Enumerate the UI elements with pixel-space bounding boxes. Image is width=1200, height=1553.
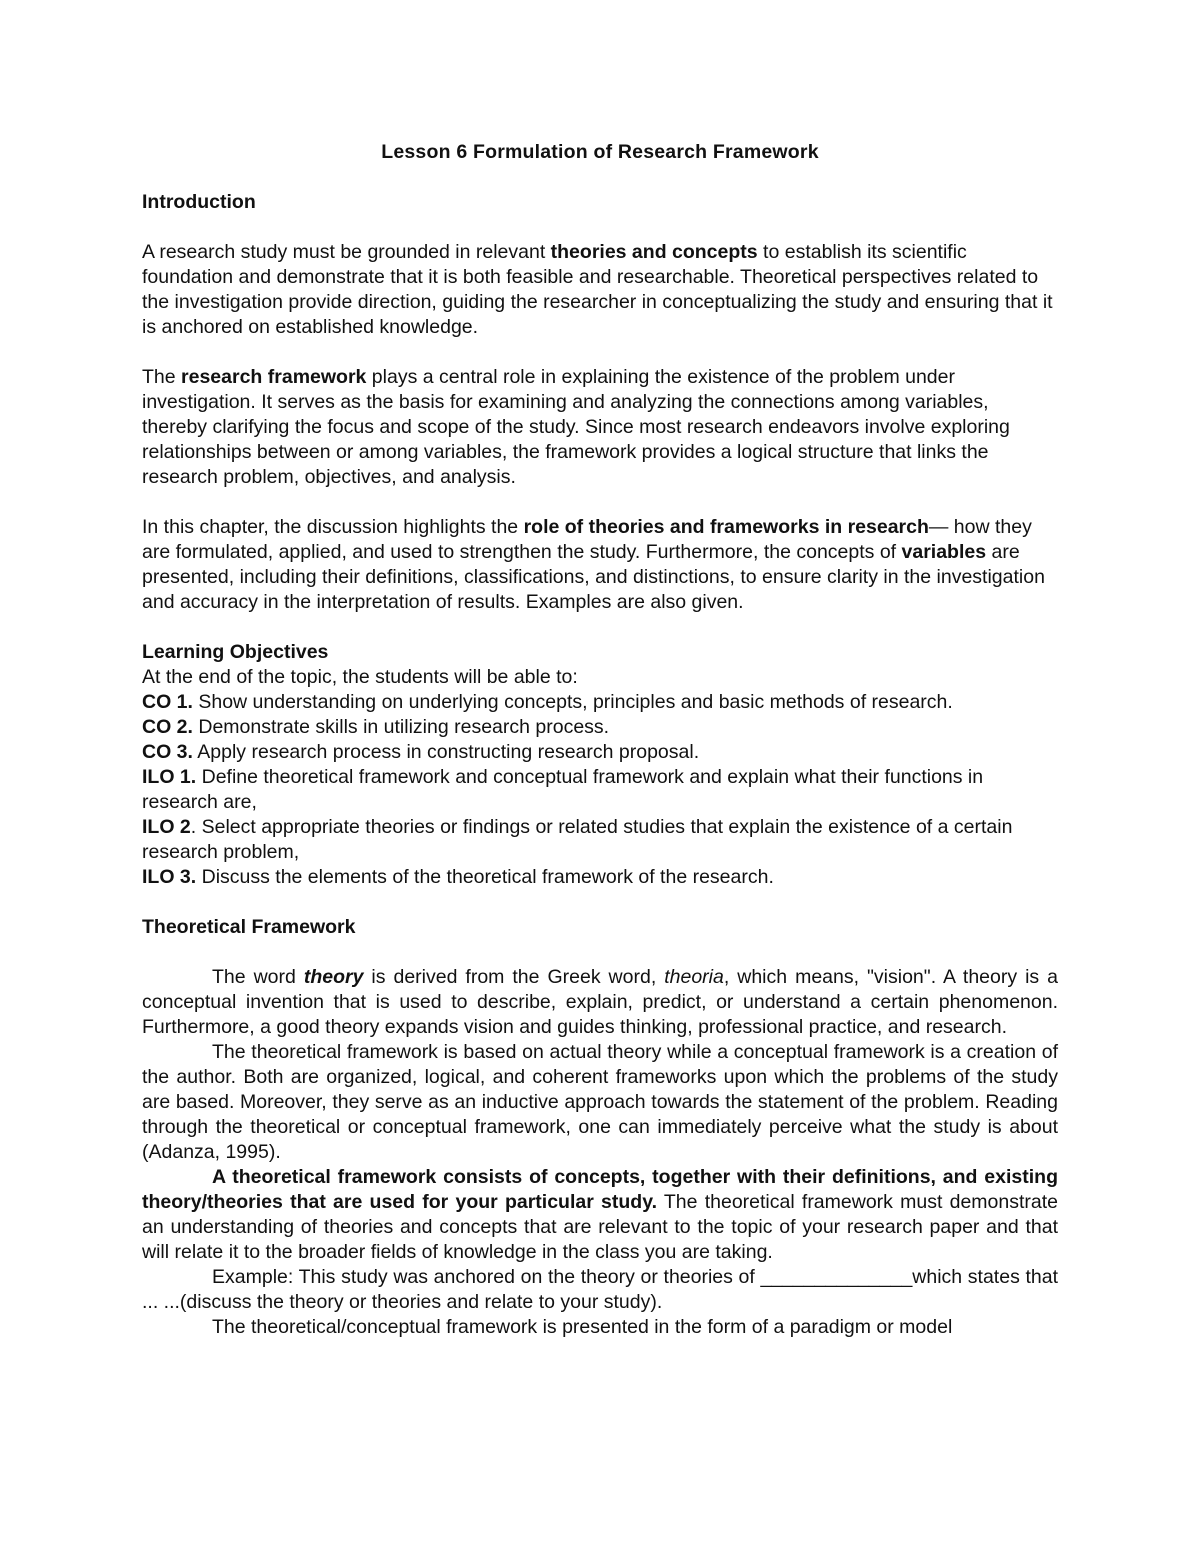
objective-item (142, 740, 1058, 765)
theory-p3-text-c: The theoretical framework must demonstrate an understanding of theories and concepts that are relevant to the topic of your research paper and that will relate it to the broader fields of knowledge in the class you are taking. (142, 1191, 1058, 1263)
objective-text: Discuss the elements of the theoretical framework of the research. (196, 866, 774, 888)
theory-paragraph-2: The theoretical framework is based on actual theory while a conceptual framework is a creation of the author. Both are organized, logical, and coherent frameworks upon which the problems of the study are based. Moreover, they serve as an inductive approach towards the statement of the problem. Reading through the theoretical or conceptual framework, one can immediately perceive what the study is about (Adanza, 1995). (142, 1041, 1058, 1163)
theory-p3-bold: A theoretical framework consists of concepts, together with their definitions, and existing theory/theories that are used for your particular study. (142, 1166, 1058, 1213)
objective-text: Define theoretical framework and conceptual framework and explain what their functions in research are, (142, 766, 984, 813)
introduction-heading: Introduction (142, 191, 256, 213)
intro-p1-text-c: to establish its scientific foundation and demonstrate that it is both feasible and researchable. Theoretical perspectives related to the investigation provide direction, guiding the researcher in conceptualizing the study and ensuring that it is anchored on established knowledge. (142, 241, 1053, 338)
objective-text: Apply research process in constructing research proposal. (192, 741, 700, 763)
objective-label: ILO 3. (142, 866, 197, 888)
objective-item (142, 865, 1058, 890)
theory-paragraph-1 (142, 965, 1058, 1040)
objective-label: CO 1. (142, 691, 193, 713)
intro-paragraph-2 (142, 365, 1058, 490)
objective-text: . Select appropriate theories or findings or related studies that explain the existence of a certain research problem, (142, 816, 1013, 863)
objective-item (142, 815, 1058, 865)
objective-item (142, 715, 1058, 740)
theoretical-heading: Theoretical Framework (142, 916, 356, 938)
theory-paragraph-5: The theoretical/conceptual framework is presented in the form of a paradigm or model (212, 1316, 953, 1338)
intro-p3-text-e: are presented, including their definitions, classifications, and distinctions, to ensure clarity in the investigation and accuracy in the interpretation of results. Examples are also given. (142, 541, 1045, 613)
objective-item (142, 690, 1058, 715)
objectives-heading: Learning Objectives (142, 641, 329, 663)
intro-p1-text-a: A research study must be grounded in relevant (142, 241, 551, 263)
objective-label: CO 3. (142, 741, 193, 763)
theory-p1-text-c: is derived from the Greek word, (363, 966, 665, 988)
intro-paragraph-1 (142, 240, 1058, 340)
theory-p1-text-e: , which means, "vision". A theory is a conceptual invention that is used to describe, explain, predict, or understand a certain phenomenon. Furthermore, a good theory expands vision and guides thinking, professional practice, and research. (142, 966, 1058, 1038)
theory-p1-bold-italic: theory (303, 966, 364, 988)
document-page (142, 140, 1058, 1340)
intro-p1-bold: theories and concepts (550, 241, 758, 263)
objective-label: ILO 1. (142, 766, 197, 788)
intro-p2-bold: research framework (181, 366, 367, 388)
intro-p3-text-a: In this chapter, the discussion highlights the (142, 516, 524, 538)
intro-paragraph-3 (142, 515, 1058, 615)
intro-p3-bold-1: role of theories and frameworks in research (523, 516, 929, 538)
objectives-intro: At the end of the topic, the students will be able to: (142, 666, 578, 688)
theory-p1-italic: theoria (664, 966, 724, 988)
intro-p2-text-a: The (142, 366, 182, 388)
page-title: Lesson 6 Formulation of Research Framework (381, 141, 819, 163)
theory-paragraph-3 (142, 1165, 1058, 1265)
objective-label: CO 2. (142, 716, 193, 738)
objective-text: Show understanding on underlying concepts, principles and basic methods of research. (192, 691, 953, 713)
objective-text: Demonstrate skills in utilizing research process. (192, 716, 610, 738)
objective-label: ILO 2 (142, 816, 191, 838)
intro-p3-text-c: — how they are formulated, applied, and used to strengthen the study. Furthermore, the concepts of (142, 516, 1032, 563)
theory-paragraph-4: Example: This study was anchored on the theory or theories of ______________which states that ... ...(discuss the theory or theories and relate to your study). (142, 1266, 1058, 1313)
intro-p3-bold-2: variables (901, 541, 987, 563)
objective-item (142, 765, 1058, 815)
theory-p1-text-a: The word (212, 966, 304, 988)
intro-p2-text-c: plays a central role in explaining the existence of the problem under investigation. It serves as the basis for examining and analyzing the connections among variables, thereby clarifying the focus and scope of the study. Since most research endeavors involve exploring relationships between or among variables, the framework provides a logical structure that links the research problem, objectives, and analysis. (142, 366, 1010, 488)
